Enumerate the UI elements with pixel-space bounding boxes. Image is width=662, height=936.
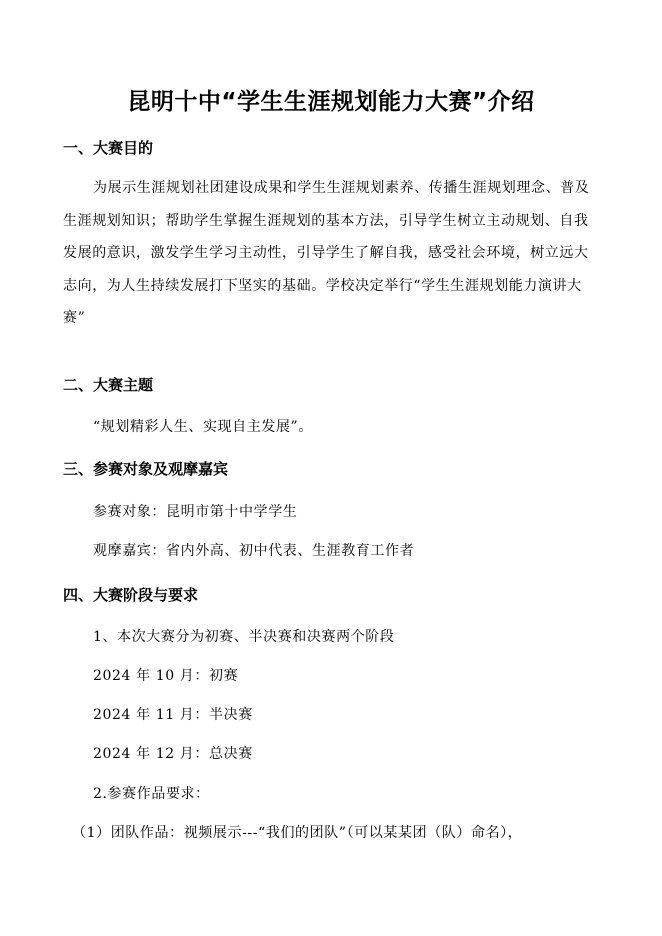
stage-line-october: 2024 年 10 月：初赛: [93, 668, 239, 684]
team-work-line: （1）团队作品：视频展示---“我们的团队”（可以某某团（队）命名），: [72, 825, 523, 841]
section-heading-purpose: 一、大赛目的: [63, 139, 154, 157]
guests-line: 观摩嘉宾：省内外高、初中代表、生涯教育工作者: [93, 543, 415, 559]
stage-line-december: 2024 年 12 月：总决赛: [93, 746, 253, 762]
participants-line: 参赛对象：昆明市第十中学学生: [93, 504, 298, 520]
document-title: 昆明十中“学生生涯规划能力大赛”介绍: [127, 89, 535, 115]
section-heading-participants: 三、参赛对象及观摩嘉宾: [63, 460, 229, 478]
section-heading-theme: 二、大赛主题: [63, 376, 154, 394]
stage-line-november: 2024 年 11 月：半决赛: [93, 707, 253, 723]
theme-text: “规划精彩人生、实现自主发展”。: [93, 419, 313, 435]
requirements-heading-line: 2.参赛作品要求：: [93, 786, 210, 802]
section-heading-stages: 四、大赛阶段与要求: [63, 586, 199, 604]
section-paragraph-purpose: 为展示生涯规划社团建设成果和学生生涯规划素养、传播生涯规划理念、普及生涯规划知识；帮助学生掌握生涯规划的基本方法，引导学生树立主动规划、自我发展的意识，激发学生学习主动性，引导学生了解自我，感受社会环境，树立远大志向，为人生持续发展打下坚实的基础。学校决定举行“学生生涯规划能力演讲大赛”: [63, 180, 590, 326]
stages-intro-line: 1、本次大赛分为初赛、半决赛和决赛两个阶段: [93, 629, 395, 645]
